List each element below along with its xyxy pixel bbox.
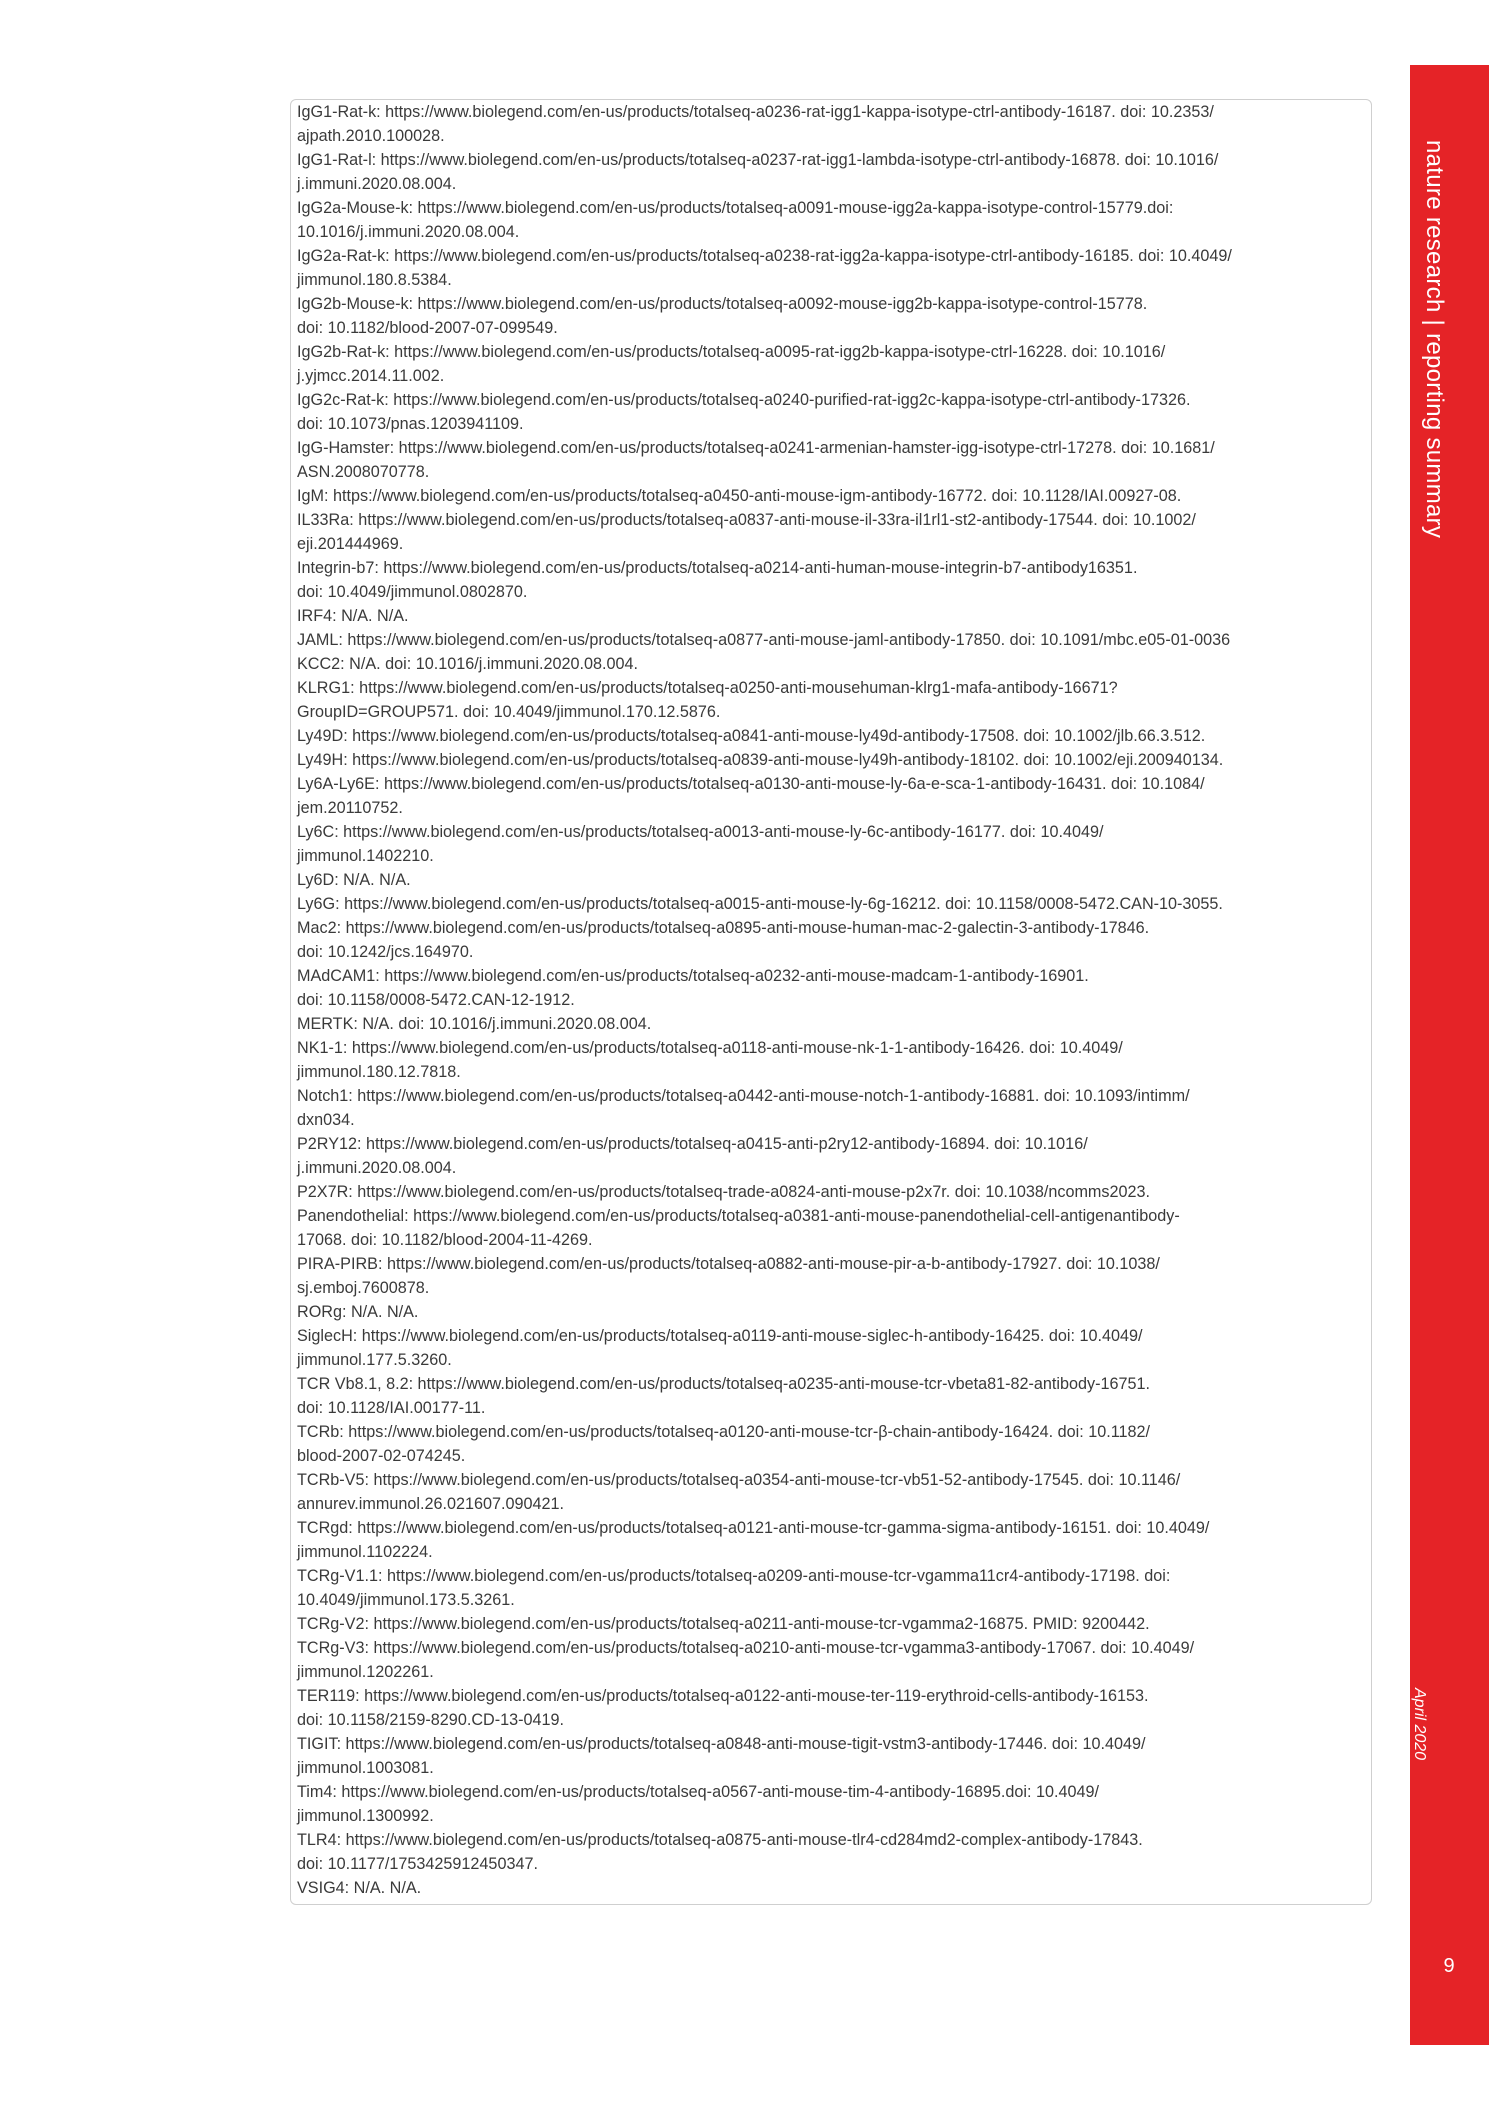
issue-date: April 2020 — [1411, 1688, 1428, 1761]
reagent-entry: TLR4: https://www.biolegend.com/en-us/products/totalseq-a0875-anti-mouse-tlr4-cd284md2-complex-antibody-17843. doi: 10.1177/1753425912450347. — [297, 1831, 1143, 1873]
reagent-entry: RORg: N/A. N/A. — [297, 1303, 419, 1321]
reagent-list-box — [290, 99, 1372, 1905]
reagent-entry: TCRg-V1.1: https://www.biolegend.com/en-us/products/totalseq-a0209-anti-mouse-tcr-vgamma11cr4-antibody-17198. doi: 10.4049/jimmunol.173.5.3261. — [297, 1567, 1171, 1609]
reagent-entry: IgG2c-Rat-k: https://www.biolegend.com/en-us/products/totalseq-a0240-purified-rat-igg2c-kappa-isotype-ctrl-antibody-17326. doi: 10.1073/pnas.1203941109. — [297, 391, 1191, 433]
reagent-entry: Ly6D: N/A. N/A. — [297, 871, 411, 889]
reagent-entry: IgG2a-Mouse-k: https://www.biolegend.com/en-us/products/totalseq-a0091-mouse-igg2a-kappa-isotype-control-15779.doi: 10.1016/j.immuni.2020.08.004. — [297, 199, 1174, 241]
reagent-entry: Ly49D: https://www.biolegend.com/en-us/products/totalseq-a0841-anti-mouse-ly49d-antibody-17508. doi: 10.1002/jlb.66.3.512. — [297, 727, 1206, 745]
reagent-entry: Integrin-b7: https://www.biolegend.com/en-us/products/totalseq-a0214-anti-human-mouse-integrin-b7-antibody16351. doi: 10.4049/jimmunol.0802870. — [297, 559, 1138, 601]
reagent-entry: TER119: https://www.biolegend.com/en-us/products/totalseq-a0122-anti-mouse-ter-119-erythroid-cells-antibody-16153. doi: 10.1158/2159-8290.CD-13-0419. — [297, 1687, 1149, 1729]
reagent-entry: TCRg-V3: https://www.biolegend.com/en-us/products/totalseq-a0210-anti-mouse-tcr-vgamma3-antibody-17067. doi: 10.4049/ jimmunol.1202261. — [297, 1639, 1195, 1681]
reagent-entry: MAdCAM1: https://www.biolegend.com/en-us/products/totalseq-a0232-anti-mouse-madcam-1-antibody-16901. doi: 10.1158/0008-5472.CAN-12-1912. — [297, 967, 1089, 1009]
reagent-entry: Ly49H: https://www.biolegend.com/en-us/products/totalseq-a0839-anti-mouse-ly49h-antibody-18102. doi: 10.1002/eji.200940134. — [297, 751, 1224, 769]
reagent-entry: IRF4: N/A. N/A. — [297, 607, 409, 625]
reagent-entry: TCRb: https://www.biolegend.com/en-us/products/totalseq-a0120-anti-mouse-tcr-β-chain-antibody-16424. doi: 10.1182/ blood-2007-02-074245. — [297, 1423, 1151, 1465]
reagent-entry: IgG1-Rat-l: https://www.biolegend.com/en-us/products/totalseq-a0237-rat-igg1-lambda-isotype-ctrl-antibody-16878. doi: 10.1016/ j.immuni.2020.08.004. — [297, 151, 1219, 193]
reagent-entry: P2RY12: https://www.biolegend.com/en-us/products/totalseq-a0415-anti-p2ry12-antibody-16894. doi: 10.1016/ j.immuni.2020.08.004. — [297, 1135, 1088, 1177]
reagent-entry: IgG2b-Mouse-k: https://www.biolegend.com/en-us/products/totalseq-a0092-mouse-igg2b-kappa-isotype-control-15778. doi: 10.1182/blood-2007-07-099549. — [297, 295, 1148, 337]
reagent-entry: Panendothelial: https://www.biolegend.com/en-us/products/totalseq-a0381-anti-mouse-panendothelial-cell-antigenantibody- 17068. doi: 10.1182/blood-2004-11-4269. — [297, 1207, 1180, 1249]
reagent-entry: Notch1: https://www.biolegend.com/en-us/products/totalseq-a0442-anti-mouse-notch-1-antibody-16881. doi: 10.1093/intimm/ dxn034. — [297, 1087, 1190, 1129]
reagent-entry: TCRgd: https://www.biolegend.com/en-us/products/totalseq-a0121-anti-mouse-tcr-gamma-sigma-antibody-16151. doi: 10.4049/ jimmunol.1102224. — [297, 1519, 1210, 1561]
reagent-entry: IgG2a-Rat-k: https://www.biolegend.com/en-us/products/totalseq-a0238-rat-igg2a-kappa-isotype-ctrl-antibody-16185. doi: 10.4049/ jimmunol.180.8.5384. — [297, 247, 1232, 289]
reagent-entry: IgG1-Rat-k: https://www.biolegend.com/en-us/products/totalseq-a0236-rat-igg1-kappa-isotype-ctrl-antibody-16187. doi: 10.2353/ ajpath.2010.100028. — [297, 103, 1214, 145]
reagent-entry: TCRg-V2: https://www.biolegend.com/en-us/products/totalseq-a0211-anti-mouse-tcr-vgamma2-16875. PMID: 9200442. — [297, 1615, 1150, 1633]
reagent-entry: KCC2: N/A. doi: 10.1016/j.immuni.2020.08.004. — [297, 655, 639, 673]
reagent-entry: P2X7R: https://www.biolegend.com/en-us/products/totalseq-trade-a0824-anti-mouse-p2x7r. doi: 10.1038/ncomms2023. — [297, 1183, 1151, 1201]
reagent-entry: TCRb-V5: https://www.biolegend.com/en-us/products/totalseq-a0354-anti-mouse-tcr-vb51-52-antibody-17545. doi: 10.1146/ annurev.immunol.26.021607.090421. — [297, 1471, 1181, 1513]
reagent-entry: Tim4: https://www.biolegend.com/en-us/products/totalseq-a0567-anti-mouse-tim-4-antibody-16895.doi: 10.4049/ jimmunol.1300992. — [297, 1783, 1100, 1825]
reagent-entry: TIGIT: https://www.biolegend.com/en-us/products/totalseq-a0848-anti-mouse-tigit-vstm3-antibody-17446. doi: 10.4049/ jimmunol.1003081. — [297, 1735, 1146, 1777]
reagent-entry: Mac2: https://www.biolegend.com/en-us/products/totalseq-a0895-anti-mouse-human-mac-2-galectin-3-antibody-17846. doi: 10.1242/jcs.164970. — [297, 919, 1150, 961]
reagent-entry: VSIG4: N/A. N/A. — [297, 1879, 422, 1897]
reagent-entry: KLRG1: https://www.biolegend.com/en-us/products/totalseq-a0250-anti-mousehuman-klrg1-mafa-antibody-16671? GroupID=GROUP571. doi: 10.4049/jimmunol.170.12.5876. — [297, 679, 1118, 721]
reagent-entry: Ly6C: https://www.biolegend.com/en-us/products/totalseq-a0013-anti-mouse-ly-6c-antibody-16177. doi: 10.4049/ jimmunol.1402210. — [297, 823, 1104, 865]
reagent-list — [297, 100, 1365, 1900]
reagent-entry: IgM: https://www.biolegend.com/en-us/products/totalseq-a0450-anti-mouse-igm-antibody-16772. doi: 10.1128/IAI.00927-08. — [297, 487, 1182, 505]
reagent-entry: JAML: https://www.biolegend.com/en-us/products/totalseq-a0877-anti-mouse-jaml-antibody-17850. doi: 10.1091/mbc.e05-01-0036 — [297, 631, 1231, 649]
journal-title: nature research | reporting summary — [1421, 140, 1448, 539]
reagent-entry: IL33Ra: https://www.biolegend.com/en-us/products/totalseq-a0837-anti-mouse-il-33ra-il1rl1-st2-antibody-17544. doi: 10.1002/ eji.201444969. — [297, 511, 1196, 553]
reagent-entry: IgG-Hamster: https://www.biolegend.com/en-us/products/totalseq-a0241-armenian-hamster-igg-isotype-ctrl-17278. doi: 10.1681/ ASN.2008070778. — [297, 439, 1215, 481]
reagent-entry: TCR Vb8.1, 8.2: https://www.biolegend.com/en-us/products/totalseq-a0235-anti-mouse-tcr-vbeta81-82-antibody-16751. doi: 10.1128/IAI.00177-11. — [297, 1375, 1151, 1417]
reagent-entry: Ly6G: https://www.biolegend.com/en-us/products/totalseq-a0015-anti-mouse-ly-6g-16212. doi: 10.1158/0008-5472.CAN-10-3055. — [297, 895, 1223, 913]
reagent-entry: NK1-1: https://www.biolegend.com/en-us/products/totalseq-a0118-anti-mouse-nk-1-1-antibody-16426. doi: 10.4049/ jimmunol.180.12.7818. — [297, 1039, 1123, 1081]
reagent-entry: PIRA-PIRB: https://www.biolegend.com/en-us/products/totalseq-a0882-anti-mouse-pir-a-b-antibody-17927. doi: 10.1038/ sj.emboj.7600878. — [297, 1255, 1160, 1297]
reagent-entry: Ly6A-Ly6E: https://www.biolegend.com/en-us/products/totalseq-a0130-anti-mouse-ly-6a-e-sca-1-antibody-16431. doi: 10.1084/ jem.20110752. — [297, 775, 1205, 817]
page-number: 9 — [1443, 1955, 1455, 1977]
reagent-entry: IgG2b-Rat-k: https://www.biolegend.com/en-us/products/totalseq-a0095-rat-igg2b-kappa-isotype-ctrl-16228. doi: 10.1016/ j.yjmcc.2014.11.002. — [297, 343, 1166, 385]
reagent-entry: SiglecH: https://www.biolegend.com/en-us/products/totalseq-a0119-anti-mouse-siglec-h-antibody-16425. doi: 10.4049/ jimmunol.177.5.3260. — [297, 1327, 1143, 1369]
reagent-entry: MERTK: N/A. doi: 10.1016/j.immuni.2020.08.004. — [297, 1015, 652, 1033]
